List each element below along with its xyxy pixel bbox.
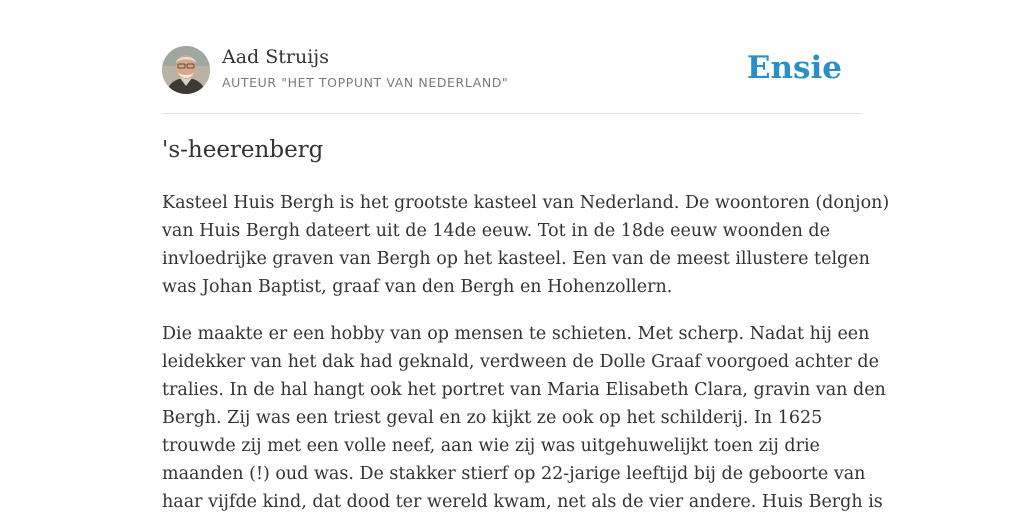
text-line: trouwde zij met een volle neef, aan wie zij was uitgehuwelijkt toen zij drie [162, 436, 820, 456]
paragraph-1 [162, 189, 890, 301]
text-line: maanden (!) oud was. De stakker stierf op 22-jarige leeftijd bij de geboorte van [162, 464, 866, 484]
text-line: Bergh. Zij was een triest geval en zo kijkt ze ook op het schilderij. In 1625 [162, 408, 823, 428]
text-line: Die maakte er een hobby van op mensen te schieten. Met scherp. Nadat hij een [162, 324, 870, 344]
avatar-portrait-icon [162, 46, 210, 94]
author-tagline: AUTEUR "HET TOPPUNT VAN NEDERLAND" [222, 75, 509, 90]
text-line: haar vijfde kind, dat dood ter wereld kwam, net als de vier andere. Huis Bergh is [162, 492, 883, 512]
article-title: 's-heerenberg [162, 137, 324, 163]
author-header [162, 46, 862, 96]
text-line: tralies. In de hal hangt ook het portret van Maria Elisabeth Clara, gravin van den [162, 380, 886, 400]
paragraph-2 [162, 320, 886, 512]
text-line: leidekker van het dak had geknald, verdween de Dolle Graaf voorgoed achter de [162, 352, 879, 372]
header-divider [162, 113, 862, 114]
text-line: van Huis Bergh dateert uit de 14de eeuw. Tot in de 18de eeuw woonden de [162, 221, 830, 241]
author-name[interactable]: Aad Struijs [222, 46, 329, 68]
ensie-logo[interactable]: Ensie [746, 50, 842, 86]
text-line: was Johan Baptist, graaf van den Bergh en Hohenzollern. [162, 277, 673, 297]
text-line: Kasteel Huis Bergh is het grootste kasteel van Nederland. De woontoren (donjon) [162, 193, 890, 213]
text-line: invloedrijke graven van Bergh op het kasteel. Een van de meest illustere telgen [162, 249, 870, 269]
author-avatar[interactable] [162, 46, 210, 94]
article-body [162, 189, 890, 512]
